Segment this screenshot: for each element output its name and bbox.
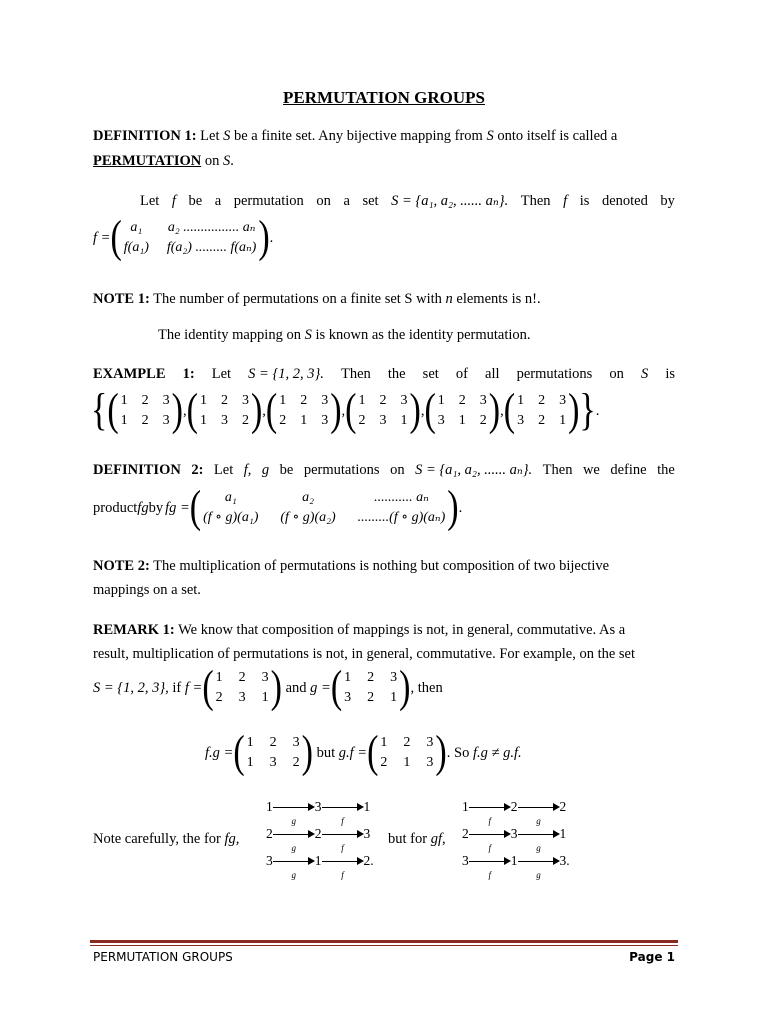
matrix-cell: 2	[238, 670, 246, 685]
matrix-cell: 1	[300, 413, 308, 428]
perm-6-matrix: ( 1 2 3 3 2 1 )	[503, 385, 580, 436]
matrix-cell: 2	[300, 393, 308, 408]
matrix-cell: 2	[141, 393, 149, 408]
set-S: S = {1, 2, 3},	[93, 679, 169, 696]
f-matrix: ( 1 2 3 2 3 1 )	[202, 662, 282, 713]
matrix-cell: 3	[479, 393, 487, 408]
word: of	[455, 366, 468, 382]
word: EXAMPLE	[93, 366, 166, 382]
matrix-cell: 2	[403, 735, 411, 750]
matrix-cell: 3	[241, 393, 249, 408]
arrow-icon: g	[518, 803, 560, 813]
mapping-row: 2 f 3 g 1	[462, 826, 567, 853]
definition-1-cont: PERMUTATION on S.	[93, 153, 234, 169]
arrow-icon: g	[518, 857, 560, 867]
permutation-set: { ( 1 2 3 1 2 3 ) , ( 1 2 3 1 3 2 ) , ( 1 2 3 2 1 3 ) , ( 1 2 3 2 3 1 ) , ( 1 2 3 3 1 2 ) , ( 1 2 3 3 2 1 ) } .	[91, 385, 600, 436]
word: the	[387, 366, 406, 382]
arrow-icon: f	[322, 803, 364, 813]
matrix-cell: 2	[279, 413, 287, 428]
matrix-cell: 2	[379, 393, 387, 408]
matrix-cell: 1	[279, 393, 287, 408]
composition-comparison: f.g = ( 1 2 3 1 3 2 ) but g.f = ( 1 2 3 2 1 3 ) . So f.g ≠ g.f.	[205, 727, 522, 778]
matrix-cell: a₂	[302, 490, 314, 505]
matrix-cell: 3	[517, 413, 525, 428]
word: is	[579, 193, 590, 209]
word: all	[485, 366, 500, 382]
word: on	[609, 366, 624, 382]
word: DEFINITION	[93, 462, 181, 478]
matrix-cell: 2	[215, 690, 223, 705]
perm-3-matrix: ( 1 2 3 2 1 3 )	[265, 385, 342, 436]
word: a	[343, 193, 350, 209]
word: Then	[341, 366, 371, 382]
mapping-row: 3 f 1 g 3.	[462, 853, 570, 880]
matrix-cell: 3	[344, 690, 352, 705]
fg-matrix: ( a₁ a₂ ........... aₙ (f ∘ g)(a₁) (f ∘ g)(a₂) .........(f ∘ g)(aₙ) )	[189, 482, 459, 533]
example-1	[93, 364, 675, 384]
matrix-cell: 1	[390, 690, 398, 705]
mapping-row: 1 f 2 g 2	[462, 799, 567, 826]
arrow-icon: f	[469, 857, 511, 867]
matrix-cell: a₁	[224, 490, 237, 505]
matrix-cell: 1	[199, 413, 207, 428]
word: a	[214, 193, 222, 209]
matrix-cell: 2	[458, 393, 466, 408]
arrow-icon: f	[469, 803, 511, 813]
word: Let	[211, 366, 232, 382]
matrix-cell: 1	[120, 413, 128, 428]
mapping-row: 2 g 2 f 3	[266, 826, 371, 853]
identity-note: The identity mapping on S is known as the identity permutation.	[158, 327, 531, 343]
matrix-cell: 3	[162, 413, 170, 428]
arrow-icon: f	[322, 857, 364, 867]
matrix-cell: f(a₁)	[123, 240, 149, 255]
matrix-cell: 2	[141, 413, 149, 428]
matrix-cell: 2	[241, 413, 249, 428]
matrix-cell: 3	[321, 393, 329, 408]
arrow-icon: f	[322, 830, 364, 840]
word: permutation	[233, 193, 304, 209]
matrix-cell: a₂ ................ aₙ	[167, 220, 256, 235]
remark-1-cont: result, multiplication of permutations is not, in general, commutative. For example, on the set	[93, 646, 636, 662]
matrix-cell: 3	[261, 670, 269, 685]
matrix-cell: 2	[292, 755, 300, 770]
word: Let	[213, 462, 234, 478]
g-matrix: ( 1 2 3 3 2 1 )	[330, 662, 411, 713]
f-definition: f = ( a₁ a₂ ................ aₙ f(a₁) f(a₂) ......... f(aₙ) ) .	[93, 212, 274, 263]
but-for-gf: but for gf,	[388, 831, 446, 847]
note-2-cont: mappings on a set.	[93, 582, 201, 598]
right-brace: }	[579, 385, 596, 436]
note-carefully: Note carefully, the for fg,	[93, 831, 240, 847]
matrix-cell: 2	[269, 735, 277, 750]
matrix-cell: 3	[292, 735, 300, 750]
footer-title: PERMUTATION GROUPS	[93, 950, 233, 964]
matrix-cell: 2	[367, 690, 375, 705]
matrix-cell: 2	[538, 413, 546, 428]
matrix-cell: a₁	[130, 220, 143, 235]
matrix-cell: 1	[261, 690, 269, 705]
matrix-cell: 1	[246, 755, 254, 770]
arrow-icon: g	[518, 830, 560, 840]
footer-rule-thin	[90, 945, 678, 946]
matrix-cell: 1	[215, 670, 223, 685]
arrow-icon: g	[273, 857, 315, 867]
word: permutations	[516, 366, 593, 382]
matrix-cell: 1	[517, 393, 525, 408]
mapping-row: 1 g 3 f 1	[266, 799, 371, 826]
matrix-cell: 1	[199, 393, 207, 408]
matrix-cell: f(a₂) ......... f(aₙ)	[166, 240, 257, 255]
word: f	[171, 193, 176, 209]
word: permutations	[303, 462, 380, 478]
permutation-term: PERMUTATION	[93, 153, 202, 169]
matrix-cell: 3	[220, 413, 228, 428]
perm-2-matrix: ( 1 2 3 1 3 2 )	[186, 385, 263, 436]
page-title: PERMUTATION GROUPS	[283, 88, 485, 107]
matrix-cell: 1	[120, 393, 128, 408]
word: we	[582, 462, 600, 478]
word: the	[657, 462, 675, 478]
word: f,	[243, 462, 252, 478]
matrix-cell: 1	[458, 413, 466, 428]
word: S	[640, 366, 649, 382]
word: f	[563, 193, 568, 209]
matrix-cell: 3	[321, 413, 329, 428]
matrix-cell: 2	[367, 670, 375, 685]
f-matrix: ( a₁ a₂ ................ aₙ f(a₁) f(a₂) ......... f(aₙ) )	[110, 212, 270, 263]
word: Then	[542, 462, 573, 478]
word: S = {a₁, a₂, ...... aₙ}.	[415, 462, 533, 478]
matrix-cell: 3	[437, 413, 445, 428]
word: g	[261, 462, 270, 478]
word: S = {a₁, a₂, ...... aₙ}.	[391, 193, 509, 209]
mapping-row: 3 g 1 f 2.	[266, 853, 374, 880]
matrix-cell: 1	[559, 413, 567, 428]
product-definition: product fg by fg = ( a₁ a₂ ........... aₙ (f ∘ g)(a₁) (f ∘ g)(a₂) .........(f ∘ g)(aₙ) ) .	[93, 482, 463, 533]
word: 1:	[182, 366, 195, 382]
matrix-cell: 1	[437, 393, 445, 408]
word: Let	[140, 193, 160, 209]
word: be	[188, 193, 203, 209]
matrix-cell: 2	[220, 393, 228, 408]
definition-1-label: DEFINITION 1:	[93, 128, 197, 144]
matrix-cell: 1	[344, 670, 352, 685]
perm-1-matrix: ( 1 2 3 1 2 3 )	[107, 385, 183, 436]
matrix-cell: 3	[400, 393, 408, 408]
matrix-cell: 1	[358, 393, 366, 408]
word: Then	[520, 193, 551, 209]
arrow-icon: g	[273, 830, 315, 840]
word: S = {1, 2, 3}.	[248, 366, 324, 382]
footer	[93, 950, 675, 964]
arrow-icon: f	[469, 830, 511, 840]
matrix-cell: 3	[426, 755, 434, 770]
note-1: NOTE 1: The number of permutations on a finite set S with n elements is n!.	[93, 291, 541, 307]
remark-example: S = {1, 2, 3}, if f = ( 1 2 3 2 3 1 ) and g = ( 1 2 3 3 2 1 ) , then	[93, 662, 443, 713]
word: denoted	[601, 193, 648, 209]
matrix-cell: 1	[380, 735, 388, 750]
matrix-cell: 2	[479, 413, 487, 428]
matrix-cell: 2	[380, 755, 388, 770]
matrix-cell: 3	[269, 755, 277, 770]
matrix-cell: 3	[390, 670, 398, 685]
arrow-icon: g	[273, 803, 315, 813]
fg-matrix: ( 1 2 3 1 3 2 )	[233, 727, 313, 778]
word: is	[665, 366, 675, 382]
footer-rule	[90, 940, 678, 943]
matrix-cell: 1	[246, 735, 254, 750]
matrix-cell: 1	[403, 755, 411, 770]
left-brace: {	[91, 385, 108, 436]
word: 2:	[191, 462, 204, 478]
word: on	[390, 462, 405, 478]
matrix-cell: 3	[379, 413, 387, 428]
matrix-cell: 2	[358, 413, 366, 428]
word: set	[362, 193, 379, 209]
perm-4-matrix: ( 1 2 3 2 3 1 )	[345, 385, 421, 436]
matrix-cell: 3	[559, 393, 567, 408]
permutation-notation-line	[140, 191, 675, 211]
definition-1: DEFINITION 1: Let S be a finite set. Any bijective mapping from S onto itself is called a	[93, 128, 618, 144]
remark-1: REMARK 1: We know that composition of mappings is not, in general, commutative. As a	[93, 622, 626, 638]
word: be	[279, 462, 294, 478]
gf-matrix: ( 1 2 3 2 1 3 )	[367, 727, 447, 778]
definition-2	[93, 460, 675, 480]
word: define	[610, 462, 647, 478]
word: by	[660, 193, 675, 209]
page-number: Page 1	[629, 950, 675, 964]
matrix-cell: 2	[538, 393, 546, 408]
matrix-cell: (f ∘ g)(a₁)	[203, 510, 259, 525]
matrix-cell: ........... aₙ	[374, 490, 429, 505]
matrix-cell: 1	[400, 413, 408, 428]
note-2: NOTE 2: The multiplication of permutations is nothing but composition of two bijective	[93, 558, 610, 574]
perm-5-matrix: ( 1 2 3 3 1 2 )	[424, 385, 501, 436]
matrix-cell: .........(f ∘ g)(aₙ)	[357, 510, 446, 525]
matrix-cell: 3	[426, 735, 434, 750]
matrix-cell: 3	[162, 393, 170, 408]
matrix-cell: (f ∘ g)(a₂)	[280, 510, 336, 525]
word: on	[316, 193, 331, 209]
word: set	[422, 366, 439, 382]
matrix-cell: 3	[238, 690, 246, 705]
